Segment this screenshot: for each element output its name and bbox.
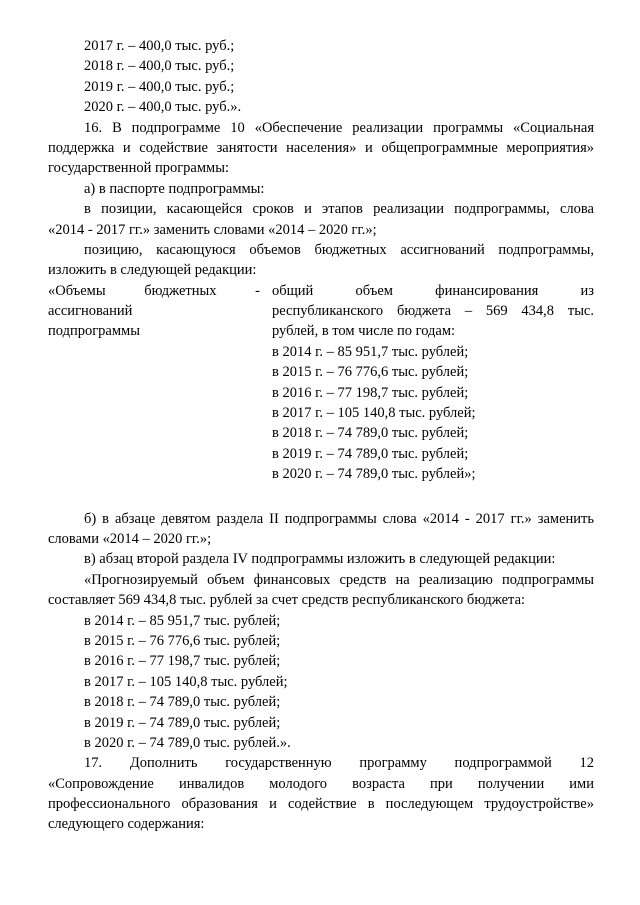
paragraph-17-line: 17. Дополнить государственную программу подпрограммой 12: [84, 755, 594, 772]
text-line: в) абзац второй раздела IV подпрограммы изложить в следующей редакции:: [84, 551, 556, 568]
table-value-line: в 2016 г. – 77 198,7 тыс. рублей;: [272, 384, 469, 401]
paragraph-16-line: поддержка и содействие занятости населения» и общепрограммные мероприятия»: [48, 139, 594, 156]
text-line: 2019 г. – 400,0 тыс. руб.;: [84, 78, 235, 95]
passport-table-value-cell: [260, 281, 594, 485]
passport-table: [48, 281, 594, 485]
table-value-line: в 2020 г. – 74 789,0 тыс. рублей»;: [272, 466, 476, 483]
paragraph-17-line: «Сопровождение инвалидов молодого возраста при получении ими: [48, 775, 594, 792]
text-line: в 2018 г. – 74 789,0 тыс. рублей;: [84, 694, 281, 711]
table-value-line: общий объем финансирования из: [272, 282, 594, 299]
text-line: в 2020 г. – 74 789,0 тыс. рублей.».: [84, 734, 291, 751]
paragraph-16-line: государственной программы:: [48, 160, 229, 177]
table-value-line: в 2019 г. – 74 789,0 тыс. рублей;: [272, 445, 469, 462]
text-line: б) в абзаце девятом раздела II подпрограммы слова «2014 - 2017 гг.» заменить: [84, 510, 594, 527]
document-page: [48, 36, 594, 835]
paragraph-17-line: следующего содержания:: [48, 816, 205, 833]
table-value-line: в 2018 г. – 74 789,0 тыс. рублей;: [272, 425, 469, 442]
table-value-line: в 2014 г. – 85 951,7 тыс. рублей;: [272, 343, 469, 360]
text-line: составляет 569 434,8 тыс. рублей за счет средств республиканского бюджета:: [48, 592, 526, 609]
text-line: в 2016 г. – 77 198,7 тыс. рублей;: [84, 653, 281, 670]
text-line: в позиции, касающейся сроков и этапов реализации подпрограммы, слова: [84, 201, 594, 218]
text-line: 2018 г. – 400,0 тыс. руб.;: [84, 58, 235, 75]
text-line: 2020 г. – 400,0 тыс. руб.».: [84, 99, 242, 116]
text-line: в 2017 г. – 105 140,8 тыс. рублей;: [84, 673, 288, 690]
table-label-line: ассигнований: [48, 303, 133, 320]
text-line: «Прогнозируемый объем финансовых средств на реализацию подпрограммы: [84, 571, 594, 588]
table-value-line: рублей, в том числе по годам:: [272, 323, 456, 340]
table-value-line: республиканского бюджета – 569 434,8 тыс.: [272, 303, 594, 320]
text-line: в 2014 г. – 85 951,7 тыс. рублей;: [84, 612, 281, 629]
text-line: а) в паспорте подпрограммы:: [84, 180, 265, 197]
paragraph-16-line: 16. В подпрограмме 10 «Обеспечение реализации программы «Социальная: [84, 119, 594, 136]
spacer: [48, 485, 594, 509]
text-line: словами «2014 – 2020 гг.»;: [48, 530, 212, 547]
text-line: изложить в следующей редакции:: [48, 262, 257, 279]
table-value-line: в 2017 г. – 105 140,8 тыс. рублей;: [272, 405, 476, 422]
table-label-line: «Объемы бюджетных -: [48, 282, 260, 299]
paragraph-17-line: профессионального образования и содействие в последующем трудоустройстве»: [48, 796, 594, 813]
text-line: в 2015 г. – 76 776,6 тыс. рублей;: [84, 632, 281, 649]
table-value-line: в 2015 г. – 76 776,6 тыс. рублей;: [272, 364, 469, 381]
text-line: в 2019 г. – 74 789,0 тыс. рублей;: [84, 714, 281, 731]
passport-table-label-cell: [48, 281, 260, 485]
text-line: 2017 г. – 400,0 тыс. руб.;: [84, 38, 235, 54]
text-line: позицию, касающуюся объемов бюджетных ассигнований подпрограммы,: [84, 241, 594, 258]
text-line: «2014 - 2017 гг.» заменить словами «2014 – 2020 гг.»;: [48, 221, 377, 238]
table-label-line: подпрограммы: [48, 323, 140, 340]
